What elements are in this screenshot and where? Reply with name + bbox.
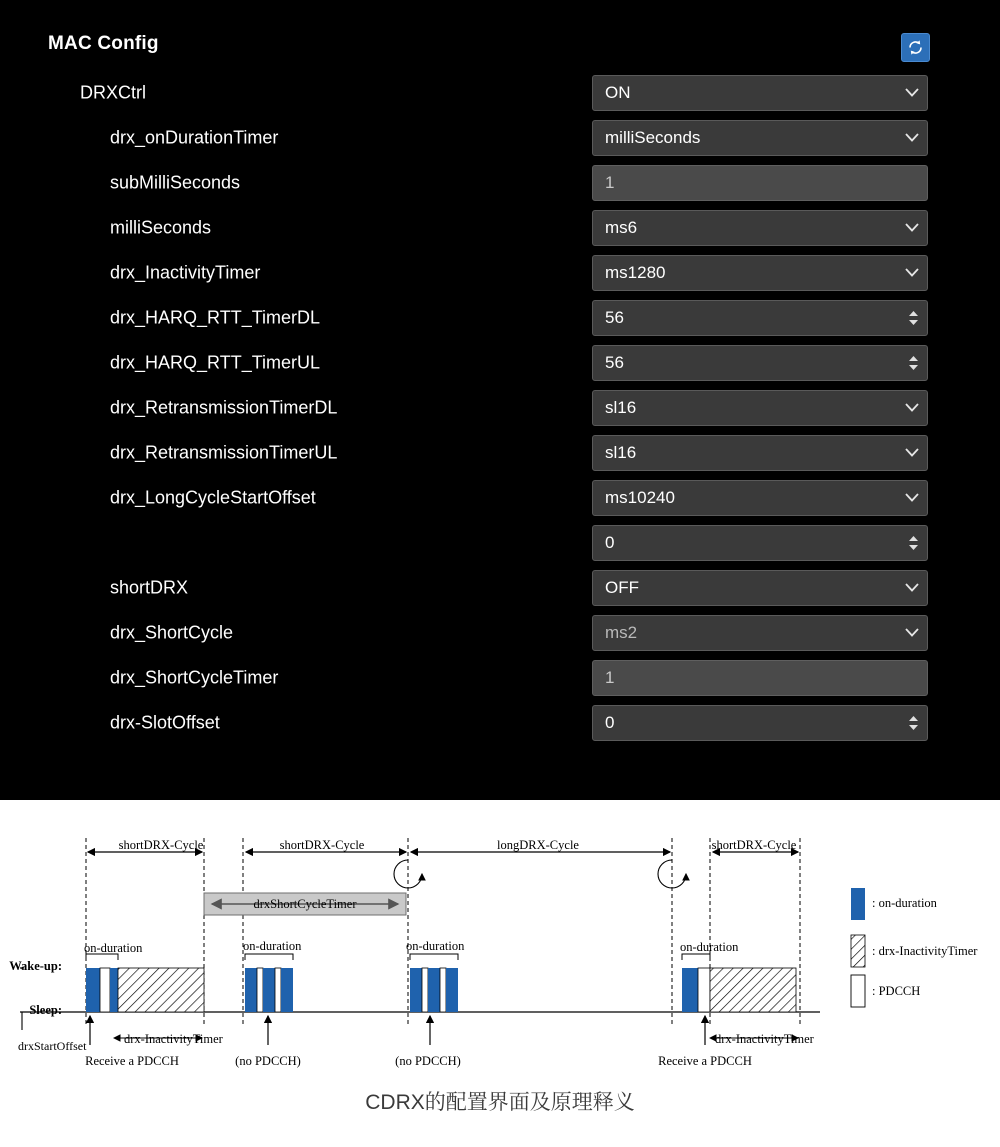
on-duration-label: on-duration — [243, 939, 302, 953]
config-row — [0, 250, 1000, 295]
chevron-down-icon[interactable] — [897, 583, 927, 592]
config-value: ms2 — [605, 622, 638, 642]
chevron-down-icon[interactable] — [897, 628, 927, 637]
config-row-label: drx-SlotOffset — [110, 712, 220, 732]
config-value: 1 — [605, 667, 615, 687]
legend-label: : PDCCH — [872, 984, 921, 998]
chevron-down-icon[interactable] — [897, 403, 927, 412]
config-row — [0, 295, 1000, 340]
config-number-stepper[interactable] — [592, 345, 928, 381]
config-value: 0 — [605, 532, 615, 552]
config-value: sl16 — [605, 442, 637, 462]
cycle-label: shortDRX-Cycle — [118, 838, 204, 852]
cycle-label: shortDRX-Cycle — [711, 838, 797, 852]
inactivity-timer-label: drx-InactivityTimer — [715, 1032, 814, 1046]
config-row-label: drx_onDurationTimer — [110, 127, 279, 147]
wake-up-label: Wake-up: — [9, 959, 62, 973]
config-row-label: DRXCtrl — [80, 82, 146, 102]
config-select[interactable] — [592, 435, 928, 471]
config-value: ms6 — [605, 217, 638, 237]
config-row — [0, 610, 1000, 655]
chevron-down-icon[interactable] — [897, 223, 927, 232]
config-value: ms10240 — [605, 487, 675, 507]
config-row-label: drx_InactivityTimer — [110, 262, 261, 282]
config-rows — [0, 70, 1000, 745]
stepper-arrows-icon[interactable] — [899, 534, 927, 552]
config-text-input[interactable] — [592, 165, 928, 201]
config-text-input[interactable] — [592, 660, 928, 696]
config-row-label: milliSeconds — [110, 217, 212, 237]
config-value: ms1280 — [605, 262, 666, 282]
pdcch-note: (no PDCCH) — [235, 1054, 301, 1068]
config-select[interactable] — [592, 615, 928, 651]
on-duration-label: on-duration — [680, 940, 739, 954]
config-number-stepper[interactable] — [592, 300, 928, 336]
pdcch-note: Receive a PDCCH — [85, 1054, 179, 1068]
refresh-icon[interactable] — [901, 33, 930, 62]
cycle-label: longDRX-Cycle — [497, 838, 579, 852]
config-value: 56 — [605, 307, 624, 327]
config-row-label: drx_HARQ_RTT_TimerDL — [110, 307, 321, 327]
config-value: 56 — [605, 352, 624, 372]
config-value: 0 — [605, 712, 615, 732]
config-row — [0, 115, 1000, 160]
config-select[interactable] — [592, 75, 928, 111]
config-row — [0, 475, 1000, 520]
config-row — [0, 520, 1000, 565]
pdcch-note: (no PDCCH) — [395, 1054, 461, 1068]
stepper-arrows-icon[interactable] — [899, 714, 927, 732]
chevron-down-icon[interactable] — [897, 88, 927, 97]
chevron-down-icon[interactable] — [897, 448, 927, 457]
config-select[interactable] — [592, 480, 928, 516]
config-row-label: drx_ShortCycleTimer — [110, 667, 279, 687]
drx-timing-diagram — [0, 800, 1000, 1080]
config-value: sl16 — [605, 397, 637, 417]
cycle-label: shortDRX-Cycle — [279, 838, 365, 852]
config-row-label: drx_LongCycleStartOffset — [110, 487, 316, 507]
config-select[interactable] — [592, 210, 928, 246]
config-row — [0, 205, 1000, 250]
chevron-down-icon[interactable] — [897, 493, 927, 502]
config-row — [0, 340, 1000, 385]
config-select[interactable] — [592, 120, 928, 156]
config-row — [0, 700, 1000, 745]
config-row-label: drx_RetransmissionTimerDL — [110, 397, 338, 417]
legend-label: : drx-InactivityTimer — [872, 944, 978, 958]
on-duration-label: on-duration — [406, 939, 465, 953]
pdcch-note: Receive a PDCCH — [658, 1054, 752, 1068]
config-value: OFF — [605, 577, 639, 597]
stepper-arrows-icon[interactable] — [899, 309, 927, 327]
config-value: ON — [605, 82, 631, 102]
chevron-down-icon[interactable] — [897, 268, 927, 277]
config-select[interactable] — [592, 570, 928, 606]
inactivity-timer-label: drx-InactivityTimer — [124, 1032, 223, 1046]
config-row — [0, 655, 1000, 700]
chevron-down-icon[interactable] — [897, 133, 927, 142]
config-select[interactable] — [592, 255, 928, 291]
stepper-arrows-icon[interactable] — [899, 354, 927, 372]
config-row-label: drx_ShortCycle — [110, 622, 234, 642]
on-duration-label: on-duration — [84, 941, 143, 955]
config-row-label: shortDRX — [110, 577, 189, 597]
short-cycle-timer-label: drxShortCycleTimer — [253, 897, 357, 911]
config-row — [0, 385, 1000, 430]
config-number-stepper[interactable] — [592, 705, 928, 741]
sleep-label: Sleep: — [29, 1003, 62, 1017]
config-row-label: drx_HARQ_RTT_TimerUL — [110, 352, 321, 372]
config-row-label: drx_RetransmissionTimerUL — [110, 442, 338, 462]
config-row — [0, 160, 1000, 205]
config-row-label: subMilliSeconds — [110, 172, 241, 192]
page-title: MAC Config — [48, 33, 159, 54]
config-number-stepper[interactable] — [592, 525, 928, 561]
config-row — [0, 430, 1000, 475]
config-select[interactable] — [592, 390, 928, 426]
legend-label: : on-duration — [872, 896, 937, 910]
config-row — [0, 565, 1000, 610]
figure-caption: CDRX的配置界面及原理释义 — [365, 1091, 635, 1114]
config-row — [0, 70, 1000, 115]
start-offset-label: drxStartOffset — [18, 1039, 87, 1053]
config-value: 1 — [605, 172, 615, 192]
config-value: milliSeconds — [605, 127, 701, 147]
